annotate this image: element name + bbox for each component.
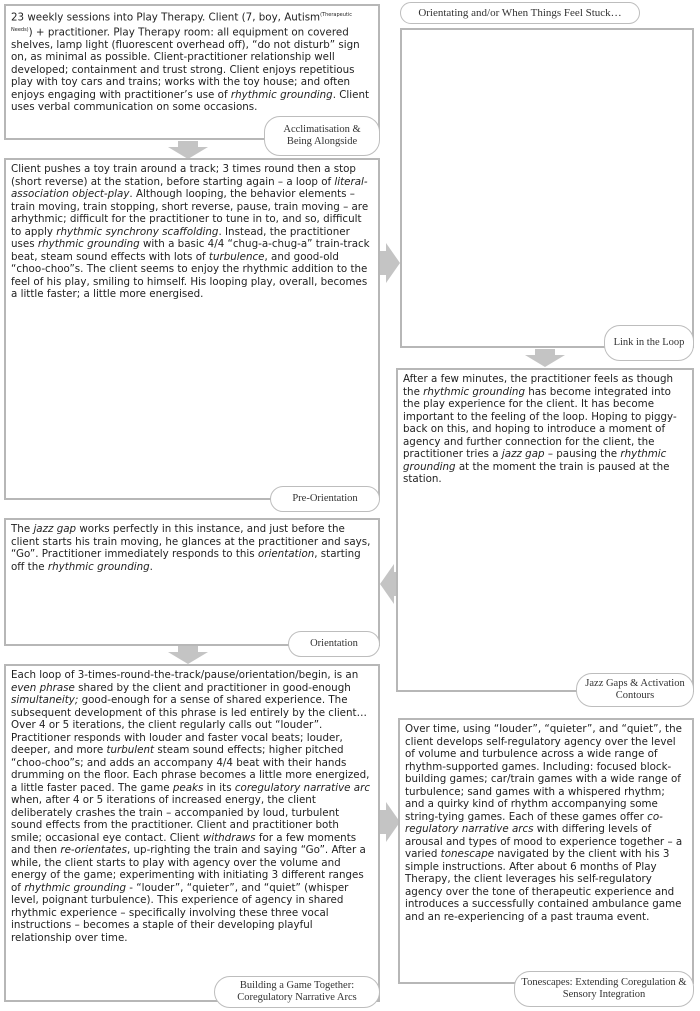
acclimatisation-text: 23 weekly sessions into Play Therapy. Client (7, boy, Autism$^{(Therapeutic Needs)}$) + practitioner. Play Therapy room: all equipment on covered shelves, lamp light (fluorescent overhead off), “do not disturb” sign on, as minimal as possible. Client-practitioner relationship well developed; containment and trust strong. Client enjoys repetitious play with toy cars and trains; works with the toy house; and often enjoys engaging with practitioner’s use of rhythmic grounding. Client uses verbal communication on some occasions.	[11, 11, 370, 114]
jazz-gaps-text: After a few minutes, the practitioner feels as though the rhythmic grounding has become integrated into the play experience for the client. It has become important to the feeling of the loop. Hoping to piggy-back on this, and hoping to introduce a moment of agency and further connection for the client, the practitioner tries a jazz gap – pausing the rhythmic grounding at the moment the train is paused at the station.	[403, 373, 677, 485]
label-jazz-gaps: Jazz Gaps & Activation Contours	[576, 673, 694, 707]
label-orientation: Orientation	[288, 631, 380, 657]
arrow-down-3	[525, 349, 565, 367]
arrow-down-2	[168, 646, 208, 664]
tonescapes-text: Over time, using “louder”, “quieter”, and “quiet”, the client develops self-regulatory agency over the level of volume and turbulence across a wide range of rhythm-supported games. Including: focused block-building games; car/train games with a wide range of turbulence; sand games with a whispered rhythm; and a quirky kind of rhythm accompanying some string-tying games. Each of these games offer co-regulatory narrative arcs with differing levels of arousal and types of mood to experience together – a varied tonescape navigated by the client with his 3 simple instructions. After about 6 months of Play Therapy, the client leverages his self-regulatory agency over the tone of therapeutic experience and introduces a successfully contained ambulance game and an re-experiencing of a past trauma event.	[405, 723, 683, 923]
label-orientating-stuck: Orientating and/or When Things Feel Stuck…	[400, 2, 640, 24]
arrow-right-1	[380, 243, 400, 283]
box-building-game	[4, 664, 380, 1002]
box-tonescapes	[398, 718, 694, 984]
pre-orientation-text: Client pushes a toy train around a track; 3 times round then a stop (short reverse) at the station, before starting again – a loop of literal-association object-play. Although looping, the behavior elements – train moving, train stopping, short reverse, pause, train moving – are arhythmic; difficult for the practitioner to tune in to, and so, difficult to apply rhythmic synchrony scaffolding. Instead, the practitioner uses rhythmic grounding with a basic 4/4 “chug-a-chug-a” train-track beat, steam sound effects with lots of turbulence, and good-old “choo-choo”s. The client seems to enjoy the rhythmic addition to the feel of his play, smiling to himself. His looping play, overall, becomes a little faster; a little more energised.	[11, 163, 370, 300]
label-building-game: Building a Game Together: Coregulatory Narrative Arcs	[214, 976, 380, 1008]
building-game-text: Each loop of 3-times-round-the-track/pause/orientation/begin, is an even phrase shared by the client and practitioner in good-enough simultaneity; good-enough for a sense of shared experience. The subsequent development of this phrase is led entirely by the client… Over 4 or 5 iterations, the client regularly calls out “louder”. Practitioner responds with louder and faster vocal beats; louder, deeper, and more turbulent steam sound effects; higher pitched “choo-choo”s; and adds an accompany 4/4 beat with their hands drumming on the floor. Each phrase becomes a little more energized, a little faster paced. The game peaks in its coregulatory narrative arc when, after 4 or 5 iterations of increased energy, the client deliberately crashes the train – accompanied by loud, turbulent sound effects from the practitioner. Client and practitioner both smile; occasional eye contact. Client withdraws for a few moments and then re-orientates, up-righting the train and saying “Go”. After a while, the client starts to play with agency over the volume and energy of the game; experimenting with initiating 3 different ranges of rhythmic grounding - “louder”, “quieter”, and “quiet” (whisper level, poignant turbulence). This experience of agency in shared rhythmic experience – specifically involving these three vocal instructions – becomes a staple of their developing playful relationship over time.	[11, 669, 370, 944]
box-link-loop	[400, 28, 694, 348]
label-pre-orientation: Pre-Orientation	[270, 486, 380, 512]
label-tonescapes: Tonescapes: Extending Coregulation & Sensory Integration	[514, 971, 694, 1007]
box-orientation	[4, 518, 380, 646]
arrow-down-1	[168, 141, 208, 159]
label-link-loop: Link in the Loop	[604, 325, 694, 361]
arrow-right-2	[380, 802, 400, 842]
box-pre-orientation	[4, 158, 380, 500]
orientation-text: The jazz gap works perfectly in this instance, and just before the client starts his train moving, he glances at the practitioner and says, “Go”. Practitioner immediately responds to this orientation, starting off the rhythmic grounding.	[11, 523, 371, 573]
label-acclimatisation: Acclimatisation & Being Alongside	[264, 116, 380, 156]
box-jazz-gaps	[396, 368, 694, 692]
